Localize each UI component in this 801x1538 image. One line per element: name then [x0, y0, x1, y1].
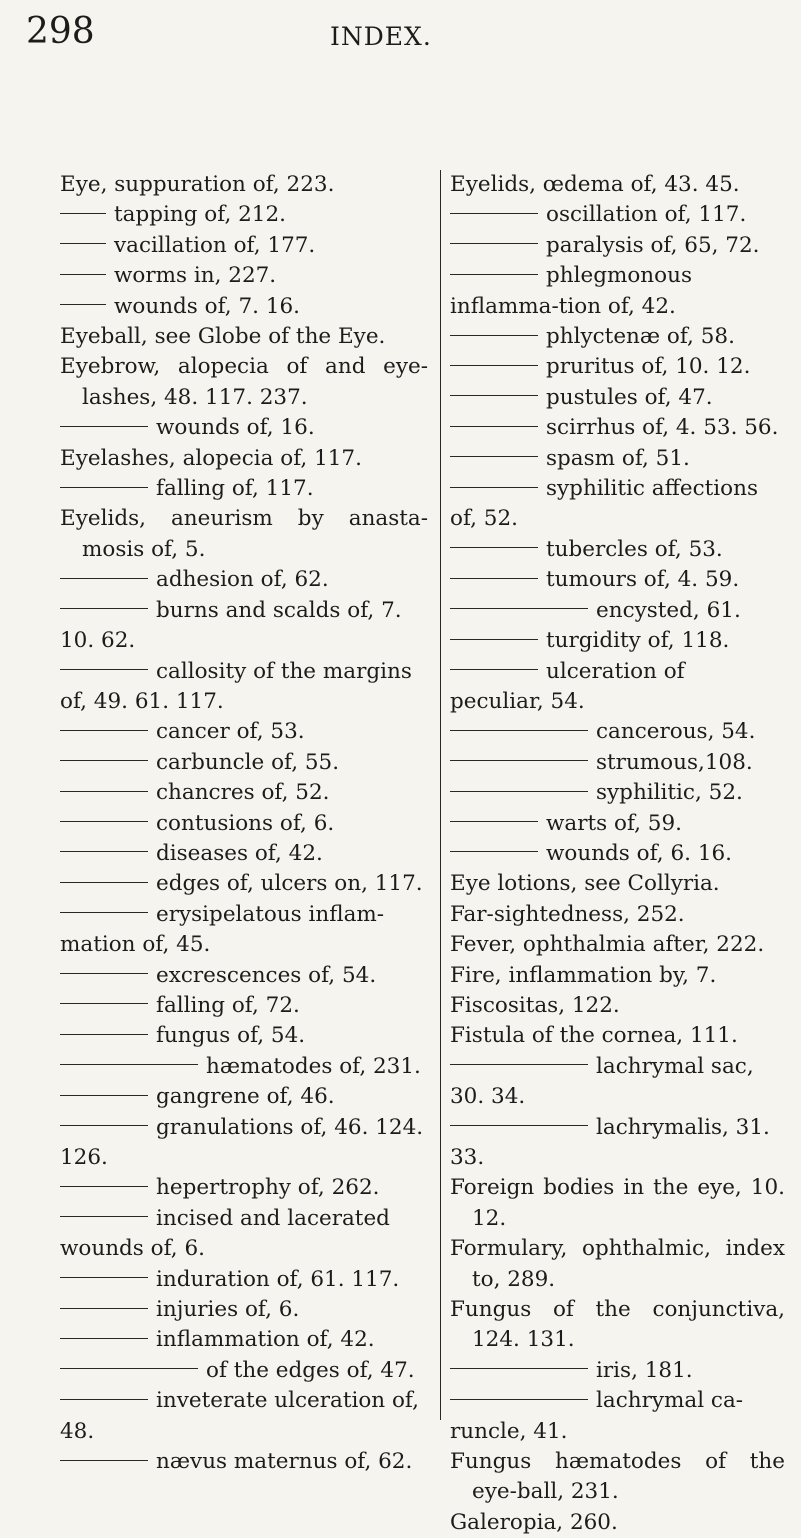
- index-entry: [60, 444, 428, 474]
- index-subentry: [60, 839, 428, 869]
- running-head: INDEX.: [330, 22, 432, 51]
- entry-text: lachrymal sac, 30. 34.: [450, 1053, 754, 1110]
- index-subentry: [60, 748, 428, 778]
- ditto-dash: [60, 973, 148, 974]
- ditto-dash: [450, 213, 538, 214]
- index-subentry: [450, 1113, 785, 1174]
- index-entry: [450, 1295, 785, 1356]
- entry-text: falling of, 117.: [156, 476, 314, 502]
- ditto-dash: [60, 730, 148, 731]
- ditto-dash: [450, 1064, 588, 1065]
- entry-text: turgidity of, 118.: [546, 628, 730, 654]
- entry-text: falling of, 72.: [156, 992, 300, 1018]
- ditto-dash: [60, 1034, 148, 1035]
- ditto-dash: [60, 608, 148, 609]
- index-subentry: [450, 261, 785, 322]
- index-entry: [450, 1508, 785, 1538]
- index-subentry: [450, 352, 785, 382]
- entry-text: Eyelids, œdema of, 43. 45.: [450, 172, 740, 197]
- entry-text: encysted, 61.: [596, 597, 741, 623]
- index-column-right: [450, 170, 785, 1538]
- entry-text: Fungus of the conjunctiva, 124. 131.: [450, 1297, 785, 1353]
- entry-text: Formulary, ophthalmic, index to, 289.: [450, 1236, 785, 1292]
- index-subentry: [60, 1113, 428, 1174]
- entry-text: Fire, inflammation by, 7.: [450, 962, 717, 988]
- entry-text: nævus maternus of, 62.: [156, 1449, 413, 1475]
- index-subentry: [60, 1447, 428, 1477]
- index-subentry: [60, 1021, 428, 1051]
- index-subentry: [450, 1356, 785, 1386]
- entry-text: phlegmonous inflamma-tion of, 42.: [450, 263, 692, 319]
- entry-text: hæmatodes of, 231.: [206, 1053, 421, 1079]
- entry-text: syphilitic affections of, 52.: [450, 476, 759, 532]
- entry-text: Fistula of the cornea, 111.: [450, 1023, 738, 1049]
- index-entry: [450, 900, 785, 930]
- index-subentry: [60, 1356, 428, 1386]
- index-subentry: [60, 900, 428, 961]
- ditto-dash: [60, 1338, 148, 1339]
- index-subentry: [450, 565, 785, 595]
- ditto-dash: [60, 1125, 148, 1126]
- index-entry: [60, 352, 428, 413]
- ditto-dash: [450, 1368, 588, 1369]
- index-entry: [60, 504, 428, 565]
- entry-text: carbuncle of, 55.: [156, 749, 340, 775]
- index-subentry: [60, 961, 428, 991]
- index-subentry: [60, 809, 428, 839]
- index-subentry: [450, 535, 785, 565]
- index-entry: [450, 961, 785, 991]
- entry-text: tumours of, 4. 59.: [546, 567, 740, 593]
- entry-text: Eye lotions, see Collyria.: [450, 871, 720, 897]
- ditto-dash: [60, 1399, 148, 1400]
- ditto-dash: [450, 608, 588, 609]
- ditto-dash: [450, 760, 588, 761]
- index-subentry: [450, 200, 785, 230]
- index-entry: [450, 170, 785, 200]
- index-subentry: [60, 1082, 428, 1112]
- entry-text: warts of, 59.: [546, 810, 683, 836]
- index-subentry: [60, 1173, 428, 1203]
- entry-text: erysipelatous inflam-mation of, 45.: [60, 901, 385, 958]
- ditto-dash: [60, 912, 148, 913]
- index-subentry: [450, 474, 785, 535]
- entry-text: Far-sightedness, 252.: [450, 901, 685, 927]
- ditto-dash: [60, 578, 148, 579]
- index-entry: [450, 930, 785, 960]
- entry-text: cancerous, 54.: [596, 719, 756, 745]
- ditto-dash: [60, 1277, 148, 1278]
- index-entry: [450, 991, 785, 1021]
- index-subentry: [60, 991, 428, 1021]
- ditto-dash: [60, 791, 148, 792]
- ditto-dash: [60, 213, 106, 214]
- entry-text: iris, 181.: [596, 1357, 693, 1383]
- ditto-dash: [60, 1308, 148, 1309]
- index-subentry: [60, 292, 428, 322]
- ditto-dash: [60, 487, 148, 488]
- index-subentry: [60, 1052, 428, 1082]
- entry-text: Eyeball, see Globe of the Eye.: [60, 324, 386, 350]
- index-subentry: [60, 869, 428, 899]
- entry-text: callosity of the margins of, 49. 61. 117.: [60, 658, 412, 714]
- ditto-dash: [450, 639, 538, 640]
- ditto-dash: [450, 669, 538, 670]
- index-subentry: [60, 596, 428, 657]
- ditto-dash: [450, 1125, 588, 1126]
- ditto-dash: [60, 304, 106, 305]
- entry-text: fungus of, 54.: [156, 1023, 306, 1049]
- entry-text: Eyelids, aneurism by anasta-mosis of, 5.: [60, 506, 428, 562]
- ditto-dash: [60, 1064, 198, 1065]
- ditto-dash: [60, 274, 106, 275]
- page-number: 298: [26, 11, 95, 52]
- index-subentry: [450, 717, 785, 747]
- entry-text: gangrene of, 46.: [156, 1084, 335, 1110]
- entry-text: oscillation of, 117.: [546, 202, 747, 228]
- entry-text: chancres of, 52.: [156, 780, 330, 806]
- entry-text: of the edges of, 47.: [206, 1357, 415, 1383]
- entry-text: injuries of, 6.: [156, 1297, 300, 1323]
- entry-text: granulations of, 46. 124. 126.: [60, 1114, 424, 1170]
- entry-text: Fiscositas, 122.: [450, 992, 620, 1018]
- ditto-dash: [60, 821, 148, 822]
- entry-text: lachrymal ca-runcle, 41.: [450, 1388, 744, 1444]
- entry-text: worms in, 227.: [114, 263, 277, 289]
- ditto-dash: [60, 851, 148, 852]
- ditto-dash: [60, 669, 148, 670]
- ditto-dash: [60, 1003, 148, 1004]
- index-subentry: [60, 1265, 428, 1295]
- index-subentry: [450, 1386, 785, 1447]
- index-entry: [450, 1021, 785, 1051]
- entry-text: paralysis of, 65, 72.: [546, 232, 760, 258]
- index-subentry: [60, 657, 428, 718]
- ditto-dash: [450, 456, 538, 457]
- ditto-dash: [450, 821, 538, 822]
- index-subentry: [450, 413, 785, 443]
- ditto-dash: [60, 1216, 148, 1217]
- entry-text: cancer of, 53.: [156, 719, 305, 745]
- ditto-dash: [450, 487, 538, 488]
- index-entry: [450, 1234, 785, 1295]
- entry-text: spasm of, 51.: [546, 445, 690, 471]
- entry-text: tapping of, 212.: [114, 202, 286, 228]
- index-subentry: [450, 231, 785, 261]
- index-subentry: [60, 231, 428, 261]
- index-entry: [450, 869, 785, 899]
- index-subentry: [450, 596, 785, 626]
- entry-text: phlyctenæ of, 58.: [546, 324, 735, 350]
- entry-text: contusions of, 6.: [156, 810, 335, 836]
- ditto-dash: [60, 1460, 148, 1461]
- ditto-dash: [450, 274, 538, 275]
- ditto-dash: [450, 426, 538, 427]
- ditto-dash: [60, 882, 148, 883]
- entry-text: adhesion of, 62.: [156, 567, 329, 593]
- index-subentry: [450, 626, 785, 656]
- index-subentry: [450, 778, 785, 808]
- index-entry: [450, 1173, 785, 1234]
- entry-text: edges of, ulcers on, 117.: [156, 871, 423, 897]
- entry-text: wounds of, 7. 16.: [114, 293, 301, 319]
- ditto-dash: [60, 1095, 148, 1096]
- entry-text: pruritus of, 10. 12.: [546, 354, 751, 380]
- ditto-dash: [450, 730, 588, 731]
- entry-text: hepertrophy of, 262.: [156, 1175, 380, 1201]
- entry-text: Galeropia, 260.: [450, 1509, 618, 1535]
- ditto-dash: [450, 578, 538, 579]
- index-subentry: [450, 809, 785, 839]
- entry-text: Fungus hæmatodes of the eye-ball, 231.: [450, 1449, 785, 1505]
- ditto-dash: [60, 1368, 198, 1369]
- entry-text: vacillation of, 177.: [114, 232, 316, 258]
- index-subentry: [450, 383, 785, 413]
- entry-text: inveterate ulceration of, 48.: [60, 1388, 419, 1444]
- index-subentry: [450, 748, 785, 778]
- ditto-dash: [60, 426, 148, 427]
- ditto-dash: [450, 365, 538, 366]
- entry-text: ulceration of peculiar, 54.: [450, 658, 685, 714]
- entry-text: pustules of, 47.: [546, 384, 713, 410]
- ditto-dash: [450, 791, 588, 792]
- ditto-dash: [450, 547, 538, 548]
- index-subentry: [60, 200, 428, 230]
- entry-text: wounds of, 6. 16.: [546, 840, 733, 866]
- index-entry: [60, 322, 428, 352]
- index-subentry: [60, 717, 428, 747]
- index-subentry: [60, 1386, 428, 1447]
- ditto-dash: [450, 851, 538, 852]
- ditto-dash: [60, 243, 106, 244]
- entry-text: Foreign bodies in the eye, 10. 12.: [450, 1175, 785, 1231]
- entry-text: syphilitic, 52.: [596, 780, 743, 806]
- ditto-dash: [450, 395, 538, 396]
- index-subentry: [60, 474, 428, 504]
- entry-text: incised and lacerated wounds of, 6.: [60, 1205, 390, 1262]
- ditto-dash: [450, 1399, 588, 1400]
- index-column-left: [60, 170, 428, 1477]
- ditto-dash: [450, 335, 538, 336]
- entry-text: Eye, suppuration of, 223.: [60, 172, 335, 197]
- index-subentry: [450, 839, 785, 869]
- index-subentry: [60, 1325, 428, 1355]
- entry-text: inflammation of, 42.: [156, 1327, 375, 1353]
- index-entry: [60, 170, 428, 200]
- index-subentry: [450, 1052, 785, 1113]
- entry-text: diseases of, 42.: [156, 840, 323, 866]
- ditto-dash: [450, 243, 538, 244]
- entry-text: lachrymalis, 31. 33.: [450, 1114, 770, 1170]
- index-entry: [450, 1447, 785, 1508]
- entry-text: excrescences of, 54.: [156, 962, 377, 988]
- column-divider: [440, 170, 441, 1420]
- entry-text: wounds of, 16.: [156, 415, 315, 441]
- ditto-dash: [60, 1186, 148, 1187]
- index-subentry: [60, 261, 428, 291]
- index-subentry: [60, 565, 428, 595]
- index-subentry: [450, 657, 785, 718]
- entry-text: strumous,108.: [596, 749, 753, 775]
- entry-text: Fever, ophthalmia after, 222.: [450, 932, 765, 958]
- entry-text: Eyelashes, alopecia of, 117.: [60, 445, 362, 471]
- index-subentry: [60, 1295, 428, 1325]
- entry-text: burns and scalds of, 7. 10. 62.: [60, 597, 402, 654]
- index-subentry: [60, 413, 428, 443]
- entry-text: Eyebrow, alopecia of and eye-lashes, 48. 117. 237.: [60, 354, 428, 410]
- index-subentry: [60, 1204, 428, 1265]
- index-subentry: [450, 322, 785, 352]
- entry-text: induration of, 61. 117.: [156, 1266, 400, 1292]
- entry-text: scirrhus of, 4. 53. 56.: [546, 415, 779, 441]
- index-subentry: [450, 444, 785, 474]
- entry-text: tubercles of, 53.: [546, 536, 723, 562]
- index-subentry: [60, 778, 428, 808]
- ditto-dash: [60, 760, 148, 761]
